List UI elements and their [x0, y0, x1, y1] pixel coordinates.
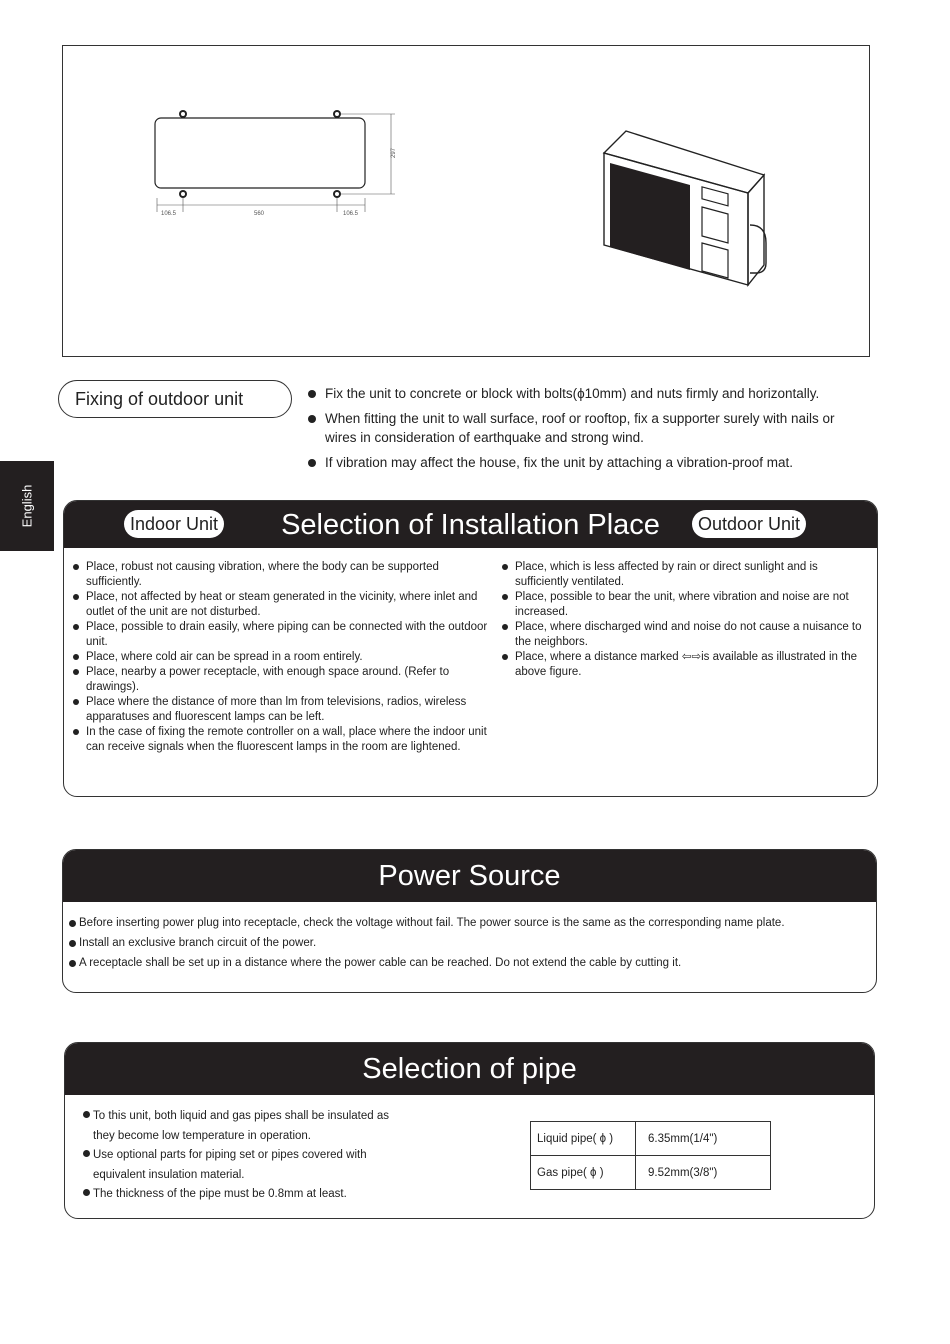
pipe-size-table	[530, 1121, 771, 1190]
outdoor-unit-label: Outdoor Unit	[692, 510, 806, 538]
list-item: Use optional parts for piping set or pipes covered with equivalent insulation material.	[83, 1146, 403, 1185]
power-header	[63, 850, 876, 902]
table-row	[531, 1156, 771, 1190]
language-label: English	[19, 484, 35, 528]
dim-center: 560	[254, 211, 265, 217]
list-item: Place, where cold air can be spread in a room entirely.	[73, 650, 488, 665]
list-item: Place, nearby a power receptacle, with enough space around. (Refer to drawings).	[73, 665, 488, 695]
power-list	[69, 916, 869, 970]
list-item: Place where the distance of more than lm from televisions, radios, wireless apparatuses and fluorescent lamps can be left.	[73, 695, 488, 725]
pipe-header	[65, 1043, 874, 1095]
installation-header	[64, 501, 877, 548]
pipe-label-cell: Gas pipe( ϕ )	[531, 1156, 636, 1190]
fixing-title: Fixing of outdoor unit	[58, 380, 292, 418]
list-item: Place, possible to drain easily, where piping can be connected with the outdoor unit.	[73, 620, 488, 650]
list-item: To this unit, both liquid and gas pipes shall be insulated as they become low temperature in operation.	[83, 1107, 403, 1146]
outdoor-unit-illustration	[598, 125, 778, 290]
list-item: A receptacle shall be set up in a distance where the power cable can be reached. Do not extend the cable by cutting it.	[69, 956, 869, 970]
pipe-panel	[64, 1042, 875, 1219]
mounting-drawing	[145, 100, 415, 225]
pipe-value-cell: 9.52mm(3/8")	[636, 1156, 771, 1190]
installation-panel	[63, 500, 878, 797]
dim-height: 297	[391, 147, 398, 159]
list-item: If vibration may affect the house, fix the unit by attaching a vibration-proof mat.	[305, 453, 865, 472]
list-item: Place, robust not causing vibration, where the body can be supported sufficiently.	[73, 560, 488, 590]
list-item: Install an exclusive branch circuit of the power.	[69, 936, 869, 950]
list-item: The thickness of the pipe must be 0.8mm at least.	[83, 1185, 403, 1205]
dim-right: 106.5	[343, 211, 359, 217]
list-item: Place, which is less affected by rain or direct sunlight and is sufficiently ventilated.	[502, 560, 867, 590]
pipe-list	[83, 1107, 403, 1205]
language-tab	[0, 461, 54, 551]
table-row	[531, 1122, 771, 1156]
pipe-value-cell: 6.35mm(1/4")	[636, 1122, 771, 1156]
pipe-title: Selection of pipe	[362, 1053, 577, 1085]
pipe-label-cell: Liquid pipe( ϕ )	[531, 1122, 636, 1156]
list-item: When fitting the unit to wall surface, roof or rooftop, fix a supporter surely with nails or wires in consideration of earthquake and strong wind.	[305, 409, 865, 447]
indoor-unit-label: Indoor Unit	[124, 510, 224, 538]
outdoor-list	[502, 560, 867, 680]
list-item: Place, where a distance marked ⇦⇨is available as illustrated in the above figure.	[502, 650, 867, 680]
installation-title: Selection of Installation Place	[281, 509, 660, 541]
power-title: Power Source	[378, 860, 561, 892]
list-item: Place, not affected by heat or steam generated in the vicinity, where inlet and outlet of the unit are not disturbed.	[73, 590, 488, 620]
list-item: In the case of fixing the remote controller on a wall, place where the indoor unit can receive signals when the fluorescent lamps in the room are lightened.	[73, 725, 488, 755]
list-item: Place, where discharged wind and noise do not cause a nuisance to the neighbors.	[502, 620, 867, 650]
list-item: Before inserting power plug into receptacle, check the voltage without fail. The power source is the same as the corresponding name plate.	[69, 916, 869, 930]
list-item: Place, possible to bear the unit, where vibration and noise are not increased.	[502, 590, 867, 620]
list-item: Fix the unit to concrete or block with bolts(ϕ10mm) and nuts firmly and horizontally.	[305, 384, 865, 403]
dim-left: 106.5	[161, 211, 177, 217]
fixing-list	[305, 384, 865, 478]
power-panel	[62, 849, 877, 993]
indoor-list	[73, 560, 488, 755]
